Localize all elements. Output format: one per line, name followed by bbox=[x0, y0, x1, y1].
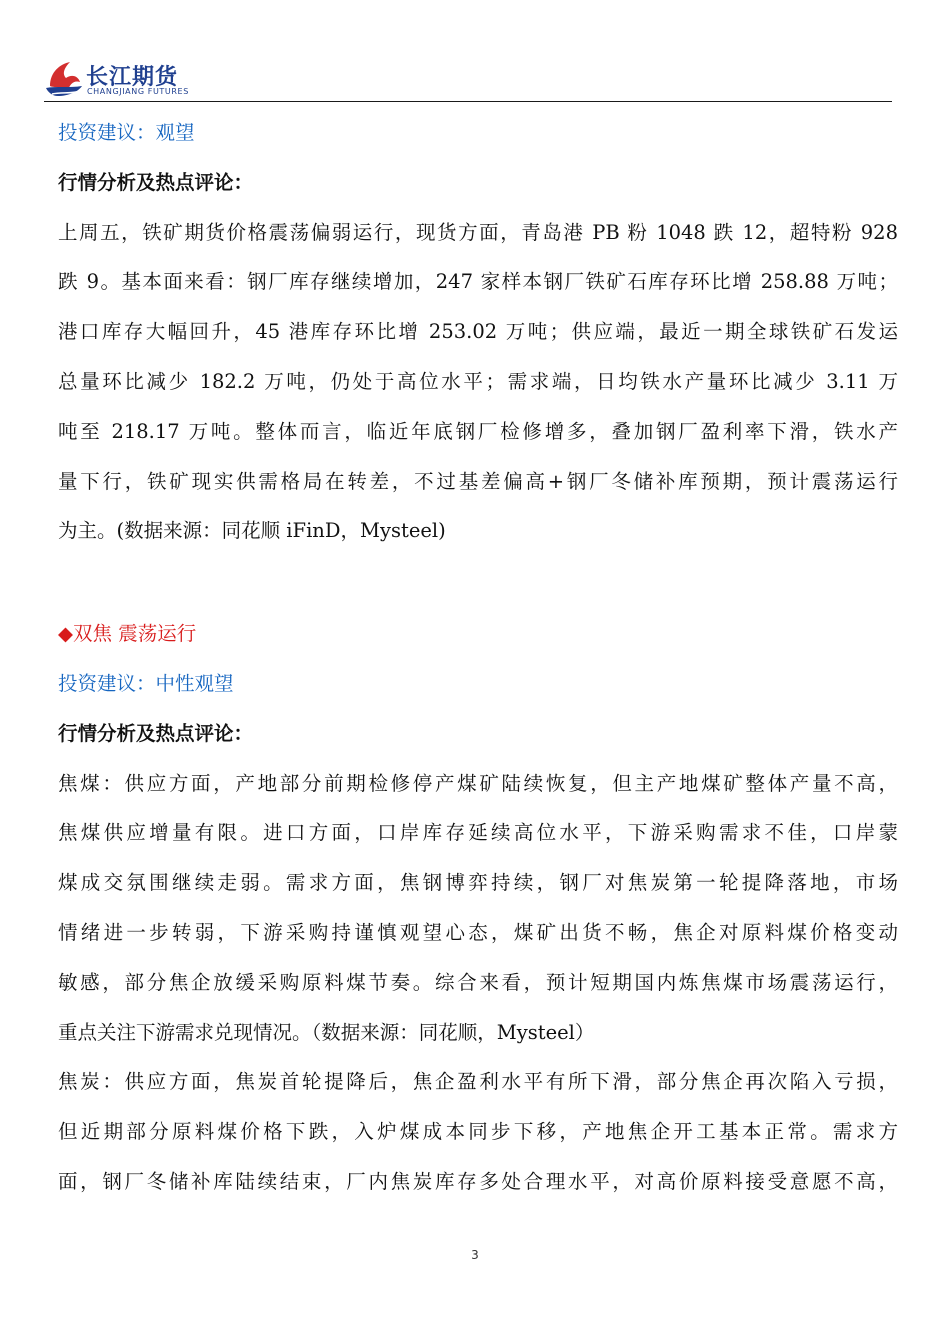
coking-analysis-heading: 行情分析及热点评论： bbox=[58, 721, 254, 745]
paragraph-line: 上周五，铁矿期货价格震荡偏弱运行，现货方面，青岛港 PB 粉 1048 跌 12，超特粉 928 bbox=[58, 220, 898, 244]
coking-coal-paragraph bbox=[58, 759, 898, 1058]
paragraph-line: 总量环比减少 182.2 万吨，仍处于高位水平；需求端，日均铁水产量环比减少 3.11 万 bbox=[58, 369, 898, 393]
logo-text-en: CHANGJIANG FUTURES bbox=[87, 87, 189, 96]
paragraph-line: 港口库存大幅回升，45 港库存环比增 253.02 万吨；供应端，最近一期全球铁矿石发运 bbox=[58, 320, 898, 344]
page-number: 3 bbox=[471, 1248, 479, 1262]
page-header bbox=[44, 52, 894, 102]
document-body bbox=[58, 108, 898, 1207]
paragraph-line: 吨至 218.17 万吨。整体而言，临近年底钢厂检修增多，叠加钢厂盈利率下滑，铁水产 bbox=[58, 419, 898, 443]
coking-section-title: ◆双焦 震荡运行 bbox=[58, 622, 197, 646]
paragraph-line: 情绪进一步转弱，下游采购持谨慎观望心态，煤矿出货不畅，焦企对原料煤价格变动 bbox=[58, 920, 898, 944]
coking-advice: 投资建议：中性观望 bbox=[58, 671, 234, 695]
paragraph-line: 重点关注下游需求兑现情况。（数据来源：同花顺，Mysteel） bbox=[58, 1020, 595, 1044]
paragraph-line: 面，钢厂冬储补库陆续结束，厂内焦炭库存多处合理水平，对高价原料接受意愿不高， bbox=[58, 1169, 898, 1193]
paragraph-line: 焦煤供应增量有限。进口方面，口岸库存延续高位水平，下游采购需求不佳，口岸蒙 bbox=[58, 821, 898, 845]
paragraph-line: 量下行，铁矿现实供需格局在转差，不过基差偏高+钢厂冬储补库预期，预计震荡运行 bbox=[58, 469, 898, 493]
paragraph-line: 煤成交氛围继续走弱。需求方面，焦钢博弈持续，钢厂对焦炭第一轮提降落地，市场 bbox=[58, 871, 898, 895]
header-divider bbox=[44, 101, 892, 102]
paragraph-line: 焦煤：供应方面，产地部分前期检修停产煤矿陆续恢复，但主产地煤矿整体产量不高， bbox=[58, 771, 898, 795]
iron-ore-paragraph bbox=[58, 208, 898, 557]
paragraph-line: 敏感，部分焦企放缓采购原料煤节奏。综合来看，预计短期国内炼焦煤市场震荡运行， bbox=[58, 970, 898, 994]
paragraph-line: 跌 9。基本面来看：钢厂库存继续增加，247 家样本钢厂铁矿石库存环比增 258.88 万吨； bbox=[58, 270, 898, 294]
paragraph-line: 为主。(数据来源：同花顺 iFinD，Mysteel) bbox=[58, 519, 446, 543]
section-gap bbox=[58, 556, 898, 609]
changjiang-logo-icon bbox=[44, 56, 84, 100]
iron-ore-advice: 投资建议：观望 bbox=[58, 121, 195, 144]
logo-text-cn: 长江期货 bbox=[86, 65, 179, 90]
paragraph-line: 但近期部分原料煤价格下跌，入炉煤成本同步下移，产地焦企开工基本正常。需求方 bbox=[58, 1120, 898, 1144]
iron-ore-analysis-heading: 行情分析及热点评论： bbox=[58, 170, 254, 194]
paragraph-line: 焦炭：供应方面，焦炭首轮提降后，焦企盈利水平有所下滑，部分焦企再次陷入亏损， bbox=[58, 1070, 898, 1094]
coke-paragraph bbox=[58, 1057, 898, 1206]
